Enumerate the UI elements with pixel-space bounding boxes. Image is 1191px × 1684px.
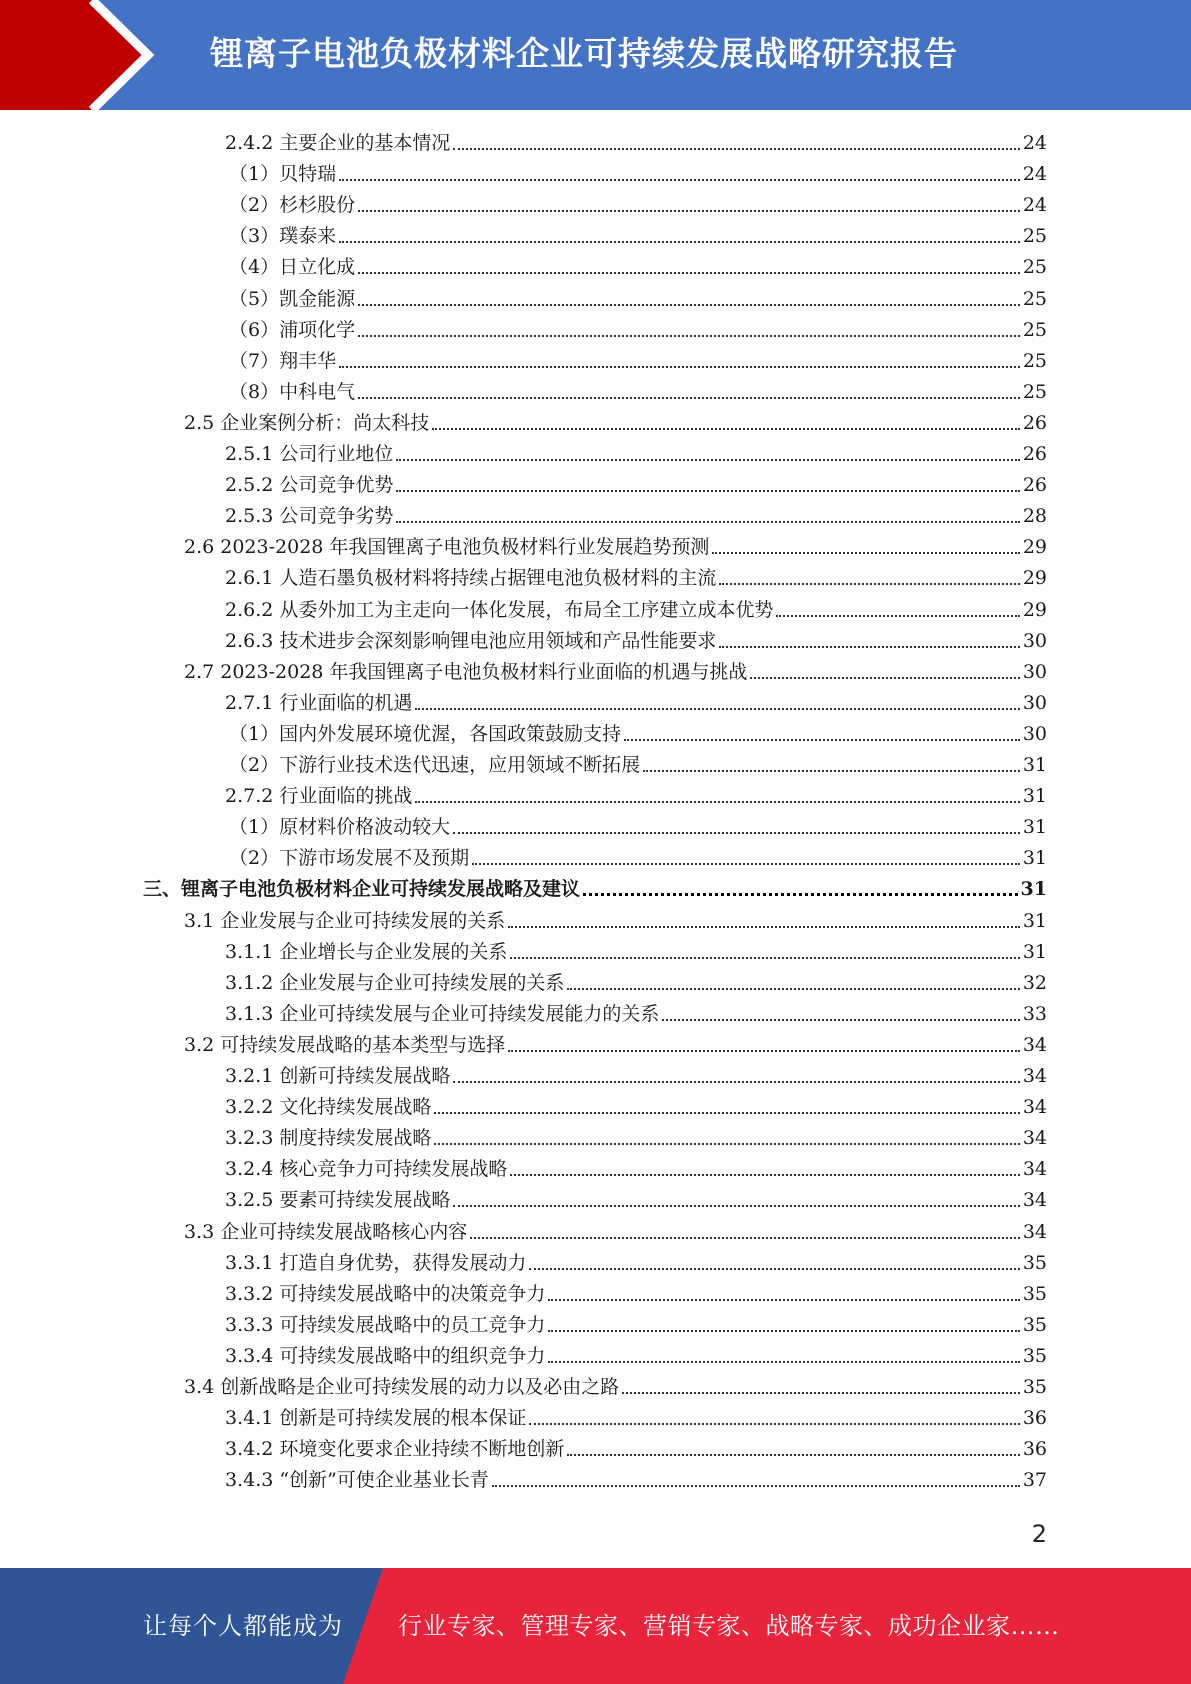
toc-entry[interactable] — [229, 314, 1047, 345]
toc-entry[interactable] — [229, 189, 1047, 220]
toc-entry-page: 36 — [1022, 1438, 1047, 1461]
toc-entry-page: 26 — [1022, 411, 1047, 434]
toc-entry-label: 2.7.2 行业面临的挑战 — [225, 785, 413, 808]
toc-leader-dots — [750, 677, 1019, 679]
toc-entry[interactable] — [225, 687, 1047, 718]
toc-leader-dots — [358, 272, 1020, 274]
toc-leader-dots — [396, 521, 1019, 523]
toc-leader-dots — [358, 304, 1020, 306]
toc-leader-dots — [396, 490, 1019, 492]
toc-entry[interactable] — [184, 1029, 1047, 1060]
toc-leader-dots — [719, 583, 1019, 585]
toc-leader-dots — [776, 615, 1019, 617]
toc-entry-label: 3.3 企业可持续发展战略核心内容 — [184, 1220, 468, 1243]
toc-entry[interactable] — [225, 1153, 1047, 1184]
page-number: 2 — [1031, 1520, 1047, 1548]
toc-leader-dots — [548, 1330, 1019, 1332]
toc-leader-dots — [432, 428, 1020, 430]
toc-entry-page: 26 — [1022, 443, 1047, 465]
toc-entry-page: 25 — [1022, 349, 1047, 372]
toc-entry-label: 2.5.1 公司行业地位 — [225, 443, 394, 465]
toc-entry-label: 2.6.1 人造石墨负极材料将持续占据锂电池负极材料的主流 — [225, 567, 717, 590]
toc-entry[interactable] — [225, 998, 1047, 1029]
toc-entry-page: 34 — [1022, 1065, 1047, 1087]
toc-entry-label: 3.1.2 企业发展与企业可持续发展的关系 — [225, 971, 565, 994]
toc-leader-dots — [434, 1143, 1019, 1145]
toc-entry-page: 25 — [1022, 287, 1047, 310]
toc-entry-label: 3.4.1 创新是可持续发展的根本保证 — [225, 1407, 527, 1430]
toc-entry-label: 2.6.3 技术进步会深刻影响锂电池应用领域和产品性能要求 — [225, 629, 717, 652]
toc-entry-label: 3.2.4 核心竞争力可持续发展战略 — [225, 1158, 508, 1181]
toc-leader-dots — [470, 1237, 1020, 1239]
toc-entry-page: 25 — [1022, 225, 1047, 248]
toc-entry-label: （2）下游市场发展不及预期 — [229, 847, 470, 870]
toc-entry-page: 25 — [1022, 256, 1047, 279]
page-footer — [0, 1568, 1191, 1684]
toc-entry-label: 3.1.3 企业可持续发展与企业可持续发展能力的关系 — [225, 1002, 660, 1025]
toc-leader-dots — [712, 552, 1019, 554]
toc-entry[interactable] — [225, 438, 1047, 469]
toc-entry[interactable] — [225, 1278, 1047, 1309]
toc-leader-dots — [622, 1392, 1020, 1394]
toc-entry-page: 30 — [1022, 629, 1047, 652]
toc-entry[interactable] — [225, 469, 1047, 500]
toc-entry[interactable] — [225, 1402, 1047, 1433]
toc-entry-page: 32 — [1022, 971, 1047, 994]
toc-entry[interactable] — [229, 220, 1047, 251]
toc-entry-page: 31 — [1022, 909, 1047, 932]
toc-entry[interactable] — [225, 625, 1047, 656]
toc-leader-dots — [548, 1299, 1019, 1301]
toc-entry[interactable] — [225, 1184, 1047, 1215]
toc-entry[interactable] — [184, 905, 1047, 936]
toc-entry-label: （8）中科电气 — [229, 380, 356, 403]
toc-entry-page: 31 — [1022, 816, 1047, 839]
toc-leader-dots — [453, 832, 1020, 834]
toc-entry-page: 35 — [1022, 1344, 1047, 1367]
toc-leader-dots — [434, 1112, 1019, 1114]
toc-entry-page: 25 — [1022, 318, 1047, 341]
toc-entry-label: 3.3.1 打造自身优势，获得发展动力 — [225, 1251, 527, 1274]
footer-roles: 行业专家、管理专家、营销专家、战略专家、成功企业家…… — [398, 1612, 1060, 1640]
toc-entry[interactable] — [225, 500, 1047, 531]
toc-entry-page: 31 — [1022, 847, 1047, 870]
toc-leader-dots — [339, 179, 1020, 181]
toc-entry-page: 33 — [1022, 1002, 1047, 1025]
toc-entry[interactable] — [184, 1216, 1047, 1247]
toc-entry[interactable] — [225, 1340, 1047, 1371]
toc-entry-label: 3.2.5 要素可持续发展战略 — [225, 1189, 451, 1212]
toc-entry-label: 2.4.2 主要企业的基本情况 — [225, 132, 451, 154]
toc-entry-page: 36 — [1022, 1407, 1047, 1430]
toc-entry-page: 31 — [1022, 754, 1047, 776]
toc-entry[interactable] — [225, 562, 1047, 593]
toc-entry-page: 34 — [1022, 1033, 1047, 1056]
toc-entry-label: （1）原材料价格波动较大 — [229, 816, 451, 839]
toc-entry-label: 3.2.2 文化持续发展战略 — [225, 1096, 432, 1119]
toc-entry-page: 35 — [1022, 1251, 1047, 1274]
toc-entry-label: 3.4 创新战略是企业可持续发展的动力以及必由之路 — [184, 1376, 620, 1398]
toc-leader-dots — [472, 863, 1020, 865]
toc-entry[interactable] — [225, 1464, 1047, 1495]
toc-entry-page: 34 — [1022, 1220, 1047, 1243]
toc-leader-dots — [508, 1050, 1020, 1052]
toc-entry-page: 30 — [1022, 691, 1047, 714]
toc-entry-label: （6）浦项化学 — [229, 318, 356, 341]
toc-entry[interactable] — [229, 345, 1047, 376]
toc-entry-label: （1）国内外发展环境优渥，各国政策鼓励支持 — [229, 722, 622, 745]
toc-entry-page: 24 — [1022, 163, 1047, 186]
toc-entry[interactable] — [184, 407, 1047, 438]
toc-entry-label: 3.3.2 可持续发展战略中的决策竞争力 — [225, 1282, 546, 1305]
toc-entry-label: 2.6.2 从委外加工为主走向一体化发展，布局全工序建立成本优势 — [225, 598, 774, 621]
toc-entry[interactable] — [225, 127, 1047, 158]
toc-entry-label: 2.5 企业案例分析：尚太科技 — [184, 411, 430, 434]
toc-entry-page: 24 — [1022, 194, 1047, 217]
toc-entry-label: 3.4.3 “创新”可使企业基业长青 — [225, 1469, 489, 1492]
report-title: 锂离子电池负极材料企业可持续发展战略研究报告 — [210, 34, 958, 73]
toc-entry[interactable] — [143, 873, 1047, 904]
toc-leader-dots — [358, 397, 1020, 399]
toc-entry[interactable] — [225, 1309, 1047, 1340]
toc-entry[interactable] — [184, 656, 1047, 687]
toc-entry[interactable] — [229, 842, 1047, 873]
toc-entry[interactable] — [225, 936, 1047, 967]
toc-entry-page: 29 — [1022, 567, 1047, 590]
toc-entry-page: 28 — [1022, 505, 1047, 528]
toc-entry-label: 3.3.4 可持续发展战略中的组织竞争力 — [225, 1344, 546, 1367]
toc-entry[interactable] — [225, 1433, 1047, 1464]
toc-leader-dots — [453, 1205, 1019, 1207]
toc-leader-dots — [662, 1019, 1019, 1021]
toc-entry-label: （1）贝特瑞 — [229, 163, 337, 186]
toc-entry-page: 31 — [1022, 785, 1047, 808]
toc-leader-dots — [358, 210, 1020, 212]
toc-entry-page: 35 — [1022, 1282, 1047, 1305]
toc-entry[interactable] — [225, 1091, 1047, 1122]
toc-leader-dots — [453, 148, 1019, 150]
toc-entry-label: 2.5.3 公司竞争劣势 — [225, 505, 394, 528]
toc-entry-label: 2.7 2023-2028 年我国锂离子电池负极材料行业面临的机遇与挑战 — [184, 660, 748, 683]
toc-entry[interactable] — [229, 811, 1047, 842]
toc-entry[interactable] — [229, 718, 1047, 749]
toc-entry-page: 24 — [1022, 132, 1047, 154]
toc-entry-label: 三、锂离子电池负极材料企业可持续发展战略及建议 — [143, 878, 581, 901]
toc-leader-dots — [529, 1423, 1019, 1425]
toc-entry[interactable] — [225, 1122, 1047, 1153]
toc-entry-page: 31 — [1020, 878, 1047, 901]
toc-leader-dots — [529, 1268, 1019, 1270]
toc-entry-page: 35 — [1022, 1313, 1047, 1336]
toc-leader-dots — [492, 1485, 1020, 1487]
footer-slogan: 让每个人都能成为 — [143, 1612, 343, 1640]
toc-leader-dots — [508, 926, 1020, 928]
toc-entry[interactable] — [184, 531, 1047, 562]
toc-entry-page: 30 — [1022, 722, 1047, 745]
toc-entry-page: 34 — [1022, 1158, 1047, 1181]
toc-entry-page: 26 — [1022, 474, 1047, 497]
toc-entry-label: （5）凯金能源 — [229, 287, 356, 310]
toc-leader-dots — [339, 241, 1020, 243]
toc-entry-page: 37 — [1022, 1469, 1047, 1492]
toc-leader-dots — [415, 801, 1019, 803]
toc-entry[interactable] — [225, 1060, 1047, 1091]
toc-leader-dots — [415, 708, 1019, 710]
toc-leader-dots — [358, 335, 1020, 337]
toc-entry-label: （2）杉杉股份 — [229, 194, 356, 217]
toc-entry-label: （2）下游行业技术迭代迅速，应用领域不断拓展 — [229, 754, 641, 776]
toc-leader-dots — [567, 1454, 1019, 1456]
page-header — [0, 0, 1191, 110]
toc-entry-label: 2.7.1 行业面临的机遇 — [225, 691, 413, 714]
toc-entry[interactable] — [229, 283, 1047, 314]
toc-leader-dots — [567, 988, 1019, 990]
toc-entry[interactable] — [225, 967, 1047, 998]
toc-entry-label: （4）日立化成 — [229, 256, 356, 279]
toc-entry[interactable] — [229, 749, 1047, 780]
toc-leader-dots — [339, 366, 1020, 368]
toc-entry-label: 2.6 2023-2028 年我国锂离子电池负极材料行业发展趋势预测 — [184, 536, 710, 559]
toc-entry-label: 3.4.2 环境变化要求企业持续不断地创新 — [225, 1438, 565, 1461]
toc-leader-dots — [510, 1174, 1019, 1176]
toc-leader-dots — [510, 957, 1019, 959]
toc-entry-label: （3）璞泰来 — [229, 225, 337, 248]
toc-entry[interactable] — [184, 1371, 1047, 1402]
toc-leader-dots — [624, 739, 1020, 741]
toc-entry-label: 3.1.1 企业增长与企业发展的关系 — [225, 940, 508, 963]
toc-leader-dots — [396, 459, 1019, 461]
toc-leader-dots — [583, 893, 1018, 896]
toc-entry-page: 34 — [1022, 1127, 1047, 1150]
toc-entry-page: 34 — [1022, 1096, 1047, 1119]
toc-entry-page: 34 — [1022, 1189, 1047, 1212]
toc-entry-label: 3.2.3 制度持续发展战略 — [225, 1127, 432, 1150]
toc-entry-page: 35 — [1022, 1376, 1047, 1398]
toc-entry[interactable] — [225, 780, 1047, 811]
toc-entry-label: 3.3.3 可持续发展战略中的员工竞争力 — [225, 1313, 546, 1336]
toc-entry[interactable] — [229, 251, 1047, 282]
toc-leader-dots — [548, 1361, 1019, 1363]
toc-entry-label: 2.5.2 公司竞争优势 — [225, 474, 394, 497]
toc-entry-label: 3.2.1 创新可持续发展战略 — [225, 1065, 451, 1087]
toc-entry-label: 3.1 企业发展与企业可持续发展的关系 — [184, 909, 506, 932]
toc-entry-page: 30 — [1022, 660, 1047, 683]
toc-entry[interactable] — [225, 594, 1047, 625]
toc-entry[interactable] — [225, 1247, 1047, 1278]
toc-entry[interactable] — [229, 376, 1047, 407]
toc-leader-dots — [719, 646, 1019, 648]
toc-entry-page: 31 — [1022, 940, 1047, 963]
toc-entry-page: 25 — [1022, 380, 1047, 403]
toc-leader-dots — [643, 770, 1020, 772]
toc-entry-page: 29 — [1022, 598, 1047, 621]
toc-leader-dots — [453, 1081, 1019, 1083]
toc-entry-label: （7）翔丰华 — [229, 349, 337, 372]
toc-entry-label: 3.2 可持续发展战略的基本类型与选择 — [184, 1033, 506, 1056]
toc-entry[interactable] — [229, 158, 1047, 189]
toc-entry-page: 29 — [1022, 536, 1047, 559]
